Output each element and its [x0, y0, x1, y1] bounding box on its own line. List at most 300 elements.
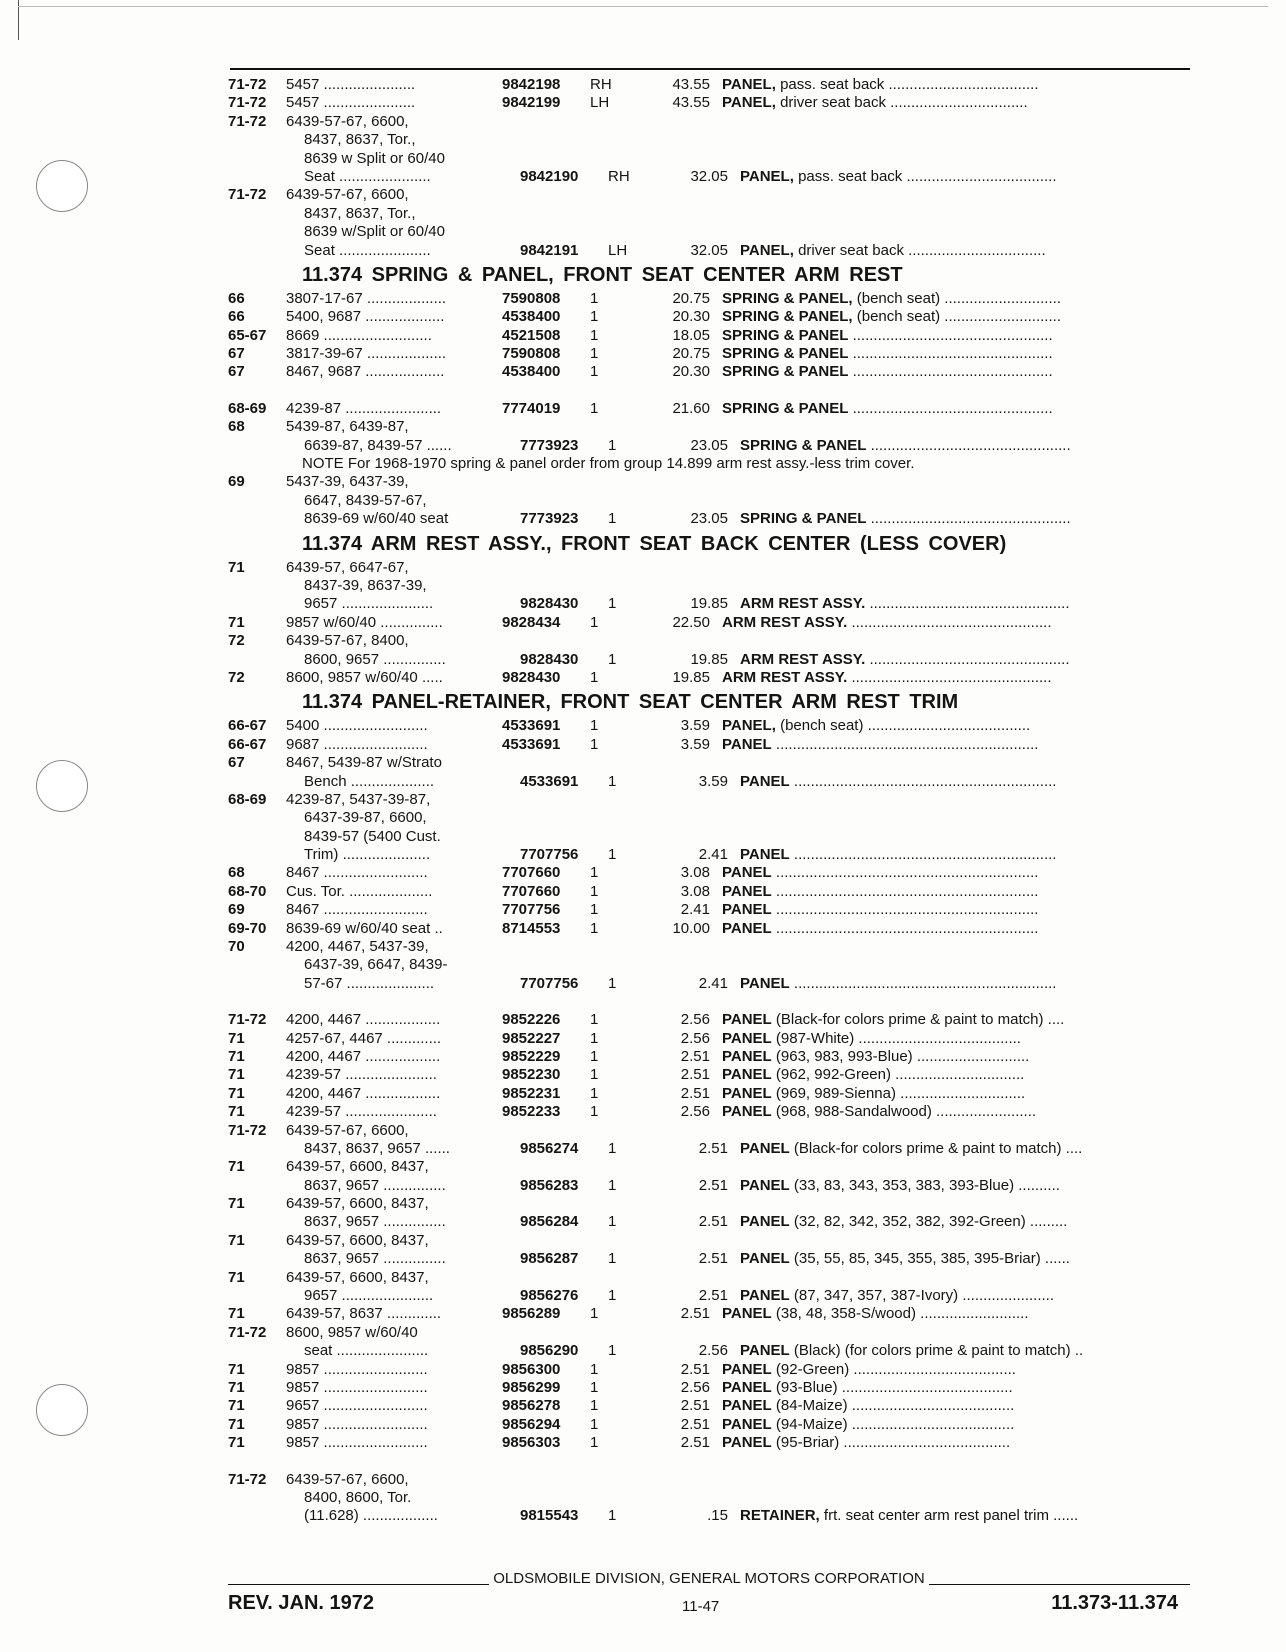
description-cell: [722, 864, 1194, 882]
part-number-cell: [520, 956, 608, 974]
price-cell: [646, 938, 722, 956]
description-detail: (969, 989-Sienna) ..............................: [771, 1084, 1026, 1102]
year-cell: [228, 131, 286, 149]
binder-hole-icon: [36, 1384, 88, 1436]
quantity-cell: 1: [608, 1176, 617, 1194]
description-detail: (84-Maize) .......................................: [771, 1397, 1015, 1415]
part-number-cell: 7590808: [502, 289, 561, 307]
part-number-cell: 9815543: [520, 1507, 579, 1525]
note-text: NOTE For 1968-1970 spring & panel order from group 14.899 arm rest assy.-less trim cover.: [302, 455, 915, 473]
parts-row: [228, 614, 1194, 632]
part-number-cell: 9852233: [502, 1103, 561, 1121]
price-cell: [664, 956, 740, 974]
quantity-cell: 1: [590, 668, 599, 686]
model-cell: 6439-57, 8637 .............: [286, 1305, 442, 1323]
model-cell: 8637, 9657 ...............: [304, 1250, 446, 1268]
year-cell: 71: [228, 1434, 245, 1452]
parts-row: [228, 473, 1194, 491]
parts-row: [228, 1342, 1194, 1360]
quantity-cell: [590, 938, 646, 956]
model-cell: 9857 .........................: [286, 1415, 428, 1433]
description-detail: driver seat back .................................: [775, 94, 1028, 112]
description-cell: [740, 809, 1194, 827]
part-number-cell: 9856303: [502, 1434, 561, 1452]
year-cell: 68-69: [228, 399, 267, 417]
part-number-cell: 4538400: [502, 308, 561, 326]
year-cell: [228, 205, 286, 223]
parts-row: [228, 345, 1194, 363]
description-detail: pass. seat back ....................................: [775, 76, 1039, 93]
part-number-cell: [502, 938, 590, 956]
quantity-cell: [608, 577, 664, 595]
description-detail: (bench seat) ............................: [852, 308, 1061, 326]
part-number-cell: 9828430: [520, 595, 579, 613]
description-title: PANEL,: [740, 241, 794, 259]
parts-row: [228, 883, 1194, 901]
description-detail: (92-Green) .......................................: [771, 1360, 1016, 1378]
year-cell: 71: [228, 1360, 245, 1378]
parts-row: [228, 1122, 1194, 1140]
description-title: PANEL: [722, 864, 772, 882]
part-number-cell: 9856278: [502, 1397, 561, 1415]
description-cell: [722, 1103, 1194, 1121]
parts-row: [228, 920, 1194, 938]
quantity-cell: 1: [590, 1029, 599, 1047]
year-cell: 71-72: [228, 112, 267, 130]
year-cell: 66-67: [228, 735, 267, 753]
year-cell: 68-70: [228, 882, 267, 900]
parts-row: [228, 327, 1194, 345]
price-cell: [664, 1489, 740, 1507]
description-cell: [740, 577, 1194, 595]
description-cell: [722, 418, 1194, 436]
description-detail: ................................................: [866, 436, 1071, 454]
model-cell: 6439-57, 6647-67,: [286, 558, 409, 576]
price-cell: [646, 113, 722, 131]
description-title: RETAINER,: [740, 1507, 820, 1525]
quantity-cell: 1: [608, 1342, 617, 1360]
description-cell: [722, 308, 1194, 326]
description-cell: [722, 113, 1194, 131]
quantity-cell: [590, 791, 646, 809]
description-cell: [740, 437, 1194, 455]
description-title: PANEL: [740, 1342, 790, 1360]
parts-row: [228, 717, 1194, 735]
part-number-cell: 7707756: [502, 901, 561, 919]
quantity-cell: 1: [608, 595, 617, 613]
model-cell: 57-67 .....................: [304, 974, 435, 992]
parts-row: [228, 1397, 1194, 1415]
quantity-cell: 1: [590, 1379, 599, 1396]
year-cell: 68: [228, 864, 245, 882]
part-number-cell: [502, 113, 590, 131]
quantity-cell: [590, 1158, 646, 1176]
description-cell: [722, 614, 1194, 632]
binder-hole-icon: [36, 760, 88, 812]
description-title: PANEL: [722, 1084, 772, 1102]
quantity-cell: 1: [590, 399, 599, 417]
price-cell: [664, 809, 740, 827]
part-number-cell: 9856284: [520, 1213, 579, 1231]
part-number-cell: [520, 577, 608, 595]
price-cell: 20.30: [672, 308, 710, 326]
quantity-cell: 1: [590, 1066, 599, 1084]
model-cell: seat ......................: [304, 1342, 429, 1360]
model-cell: 9657 .........................: [286, 1397, 428, 1415]
quantity-cell: RH: [590, 76, 612, 93]
price-cell: [646, 1158, 722, 1176]
price-cell: 23.05: [690, 436, 728, 454]
description-title: PANEL: [722, 1360, 772, 1378]
description-cell: [722, 363, 1194, 381]
quantity-cell: 1: [590, 735, 599, 753]
price-cell: [664, 223, 740, 241]
model-cell: 9657 ......................: [304, 1287, 434, 1305]
description-detail: (35, 55, 85, 345, 355, 385, 395-Briar) ......: [789, 1250, 1070, 1268]
quantity-cell: [590, 559, 646, 577]
revision-date: REV. JAN. 1972: [228, 1592, 375, 1614]
year-cell: 71: [228, 1379, 245, 1396]
price-cell: 2.51: [680, 1434, 710, 1452]
quantity-cell: 1: [608, 1213, 617, 1231]
year-cell: [228, 168, 286, 186]
description-title: PANEL: [722, 882, 772, 900]
year-cell: 71: [228, 1195, 245, 1213]
price-cell: 2.51: [698, 1287, 728, 1305]
quantity-cell: 1: [608, 436, 617, 454]
description-detail: ................................................: [866, 510, 1071, 528]
quantity-cell: [590, 632, 646, 650]
price-cell: [646, 1269, 722, 1287]
parts-row: [228, 400, 1194, 418]
description-cell: [722, 1471, 1194, 1489]
part-number-cell: [520, 205, 608, 223]
price-cell: 32.05: [690, 167, 728, 185]
model-cell: 5400 .........................: [286, 717, 428, 735]
description-detail: ................................................: [848, 399, 1053, 417]
description-cell: [740, 956, 1194, 974]
price-cell: 2.51: [680, 1084, 710, 1102]
description-detail: ...............................................................: [771, 919, 1039, 937]
description-cell: [722, 1232, 1194, 1250]
model-cell: 9857 .........................: [286, 1379, 428, 1396]
year-cell: 72: [228, 632, 245, 650]
year-cell: [228, 1507, 286, 1525]
price-cell: 2.56: [698, 1342, 728, 1360]
description-detail: ...............................................................: [771, 882, 1039, 900]
price-cell: [664, 828, 740, 846]
year-cell: 71-72: [228, 1121, 267, 1139]
description-cell: [740, 846, 1194, 864]
description-title: SPRING & PANEL,: [722, 289, 853, 307]
part-number-cell: 9842191: [520, 241, 579, 259]
description-cell: [722, 669, 1194, 687]
description-title: ARM REST ASSY.: [722, 613, 848, 631]
price-cell: 19.85: [672, 668, 710, 686]
description-title: PANEL,: [722, 94, 776, 112]
parts-row: [228, 186, 1194, 204]
description-cell: [740, 651, 1194, 669]
model-cell: 9857 .........................: [286, 1434, 428, 1452]
model-cell: 6439-57-67, 6600,: [286, 1470, 409, 1488]
year-cell: 71: [228, 613, 245, 631]
part-number-cell: 9856299: [502, 1379, 561, 1396]
description-title: ARM REST ASSY.: [722, 668, 848, 686]
parts-catalog-page: [228, 76, 1194, 1526]
section-heading: 11.374 SPRING & PANEL, FRONT SEAT CENTER ARM REST: [302, 263, 903, 286]
model-cell: 6639-87, 8439-57 ......: [304, 436, 452, 454]
description-title: PANEL: [722, 1103, 772, 1121]
description-title: PANEL: [722, 1305, 772, 1323]
description-detail: ................................................: [848, 345, 1053, 363]
parts-row: [228, 1507, 1194, 1525]
parts-row: [228, 1048, 1194, 1066]
description-cell: [740, 1287, 1194, 1305]
year-cell: 71: [228, 1397, 245, 1415]
quantity-cell: 1: [590, 1103, 599, 1121]
description-title: PANEL: [740, 1213, 790, 1231]
price-cell: [646, 186, 722, 204]
parts-row: [228, 791, 1194, 809]
description-cell: [722, 345, 1194, 363]
year-cell: [228, 1287, 286, 1305]
quantity-cell: [590, 1269, 646, 1287]
model-cell: 8637, 9657 ...............: [304, 1176, 446, 1194]
quantity-cell: 1: [590, 326, 599, 344]
model-cell: 4200, 4467 ..................: [286, 1047, 441, 1065]
quantity-cell: 1: [590, 919, 599, 937]
quantity-cell: 1: [608, 1250, 617, 1268]
model-cell: 8439-57 (5400 Cust.: [304, 827, 441, 845]
price-cell: [664, 577, 740, 595]
description-cell: [722, 632, 1194, 650]
price-cell: 3.08: [680, 864, 710, 882]
part-number-cell: [520, 1489, 608, 1507]
quantity-cell: 1: [608, 650, 617, 668]
parts-row: [228, 418, 1194, 436]
model-cell: 3807-17-67 ...................: [286, 289, 447, 307]
parts-row: [228, 1085, 1194, 1103]
parts-row: [228, 1103, 1194, 1121]
model-cell: 6439-57-67, 6600,: [286, 186, 409, 204]
price-cell: [646, 1232, 722, 1250]
year-cell: 68-69: [228, 790, 267, 808]
part-number-cell: 7707660: [502, 882, 561, 900]
price-cell: [646, 1122, 722, 1140]
part-number-cell: 9852229: [502, 1047, 561, 1065]
quantity-cell: [590, 473, 646, 491]
price-cell: 10.00: [672, 919, 710, 937]
year-cell: 71: [228, 1305, 245, 1323]
spacer: [228, 382, 1194, 400]
description-cell: [722, 883, 1194, 901]
quantity-cell: 1: [608, 772, 617, 790]
model-cell: 4239-57 ......................: [286, 1066, 437, 1084]
quantity-cell: 1: [590, 1415, 599, 1433]
year-cell: 68: [228, 418, 245, 436]
description-title: PANEL,: [722, 76, 776, 93]
description-detail: (Black) (for colors prime & paint to match) ..: [789, 1342, 1084, 1360]
part-number-cell: [502, 1232, 590, 1250]
description-cell: [740, 1177, 1194, 1195]
part-number-cell: 9856289: [502, 1305, 561, 1323]
parts-row: [228, 938, 1194, 956]
parts-row: [228, 76, 1194, 94]
description-title: PANEL: [740, 846, 790, 864]
part-number-cell: 4538400: [502, 363, 561, 381]
description-title: SPRING & PANEL,: [722, 308, 853, 326]
part-number-cell: 7773923: [520, 510, 579, 528]
description-detail: ................................................: [865, 595, 1070, 613]
model-cell: 8437, 8637, Tor.,: [304, 131, 416, 149]
quantity-cell: 1: [608, 1287, 617, 1305]
description-title: PANEL: [722, 1011, 772, 1029]
model-cell: 5437-39, 6437-39,: [286, 473, 409, 491]
price-cell: 2.51: [698, 1213, 728, 1231]
part-number-cell: [502, 791, 590, 809]
description-cell: [722, 327, 1194, 345]
description-cell: [722, 1361, 1194, 1379]
year-cell: 69: [228, 901, 245, 919]
description-cell: [722, 94, 1194, 112]
model-cell: 6439-57, 6600, 8437,: [286, 1268, 429, 1286]
parts-row: [228, 632, 1194, 650]
price-cell: 2.51: [680, 1066, 710, 1084]
quantity-cell: 1: [590, 363, 599, 381]
quantity-cell: 1: [590, 289, 599, 307]
description-cell: [722, 1397, 1194, 1415]
year-cell: [228, 492, 286, 510]
parts-row: [228, 559, 1194, 577]
price-cell: 32.05: [690, 241, 728, 259]
parts-row: [228, 510, 1194, 528]
parts-row: [228, 437, 1194, 455]
part-number-cell: 7707660: [502, 864, 561, 882]
model-cell: Cus. Tor. ....................: [286, 882, 433, 900]
quantity-cell: 1: [608, 974, 617, 992]
model-cell: 9687 .........................: [286, 735, 428, 753]
description-detail: (87, 347, 357, 387-Ivory) ......................: [789, 1287, 1055, 1305]
price-cell: 2.41: [680, 901, 710, 919]
parts-row: [228, 846, 1194, 864]
section-heading: 11.374 ARM REST ASSY., FRONT SEAT BACK CENTER (LESS COVER): [302, 532, 1007, 555]
description-title: PANEL: [740, 1287, 790, 1305]
model-cell: 6439-57-67, 6600,: [286, 1121, 409, 1139]
description-detail: ...............................................................: [771, 735, 1039, 753]
model-cell: 8637, 9657 ...............: [304, 1213, 446, 1231]
model-cell: 8669 ..........................: [286, 326, 432, 344]
price-cell: 2.41: [698, 846, 728, 864]
price-cell: 23.05: [690, 510, 728, 528]
description-cell: [722, 754, 1194, 772]
model-cell: 4239-87, 5437-39-87,: [286, 790, 431, 808]
description-detail: (32, 82, 342, 352, 382, 392-Green) .........: [789, 1213, 1068, 1231]
description-title: PANEL: [722, 735, 772, 753]
description-title: PANEL: [740, 974, 790, 992]
binder-hole-icon: [36, 160, 88, 212]
price-cell: 2.56: [680, 1029, 710, 1047]
year-cell: 71: [228, 1415, 245, 1433]
parts-row: [228, 1213, 1194, 1231]
year-cell: 71: [228, 558, 245, 576]
model-cell: Bench ....................: [304, 772, 435, 790]
description-title: ARM REST ASSY.: [740, 650, 866, 668]
part-number-cell: 9842190: [520, 167, 579, 185]
year-cell: [228, 773, 286, 791]
parts-row: [228, 290, 1194, 308]
description-detail: ................................................: [847, 668, 1052, 686]
quantity-cell: [608, 956, 664, 974]
quantity-cell: [608, 828, 664, 846]
parts-row: [228, 956, 1194, 974]
description-cell: [722, 1048, 1194, 1066]
parts-row: [228, 205, 1194, 223]
part-number-cell: [502, 473, 590, 491]
model-cell: 9857 w/60/40 ...............: [286, 613, 443, 631]
section-heading: 11.374 PANEL-RETAINER, FRONT SEAT CENTER ARM REST TRIM: [302, 691, 959, 714]
model-cell: 6439-57, 6600, 8437,: [286, 1195, 429, 1213]
description-cell: [722, 400, 1194, 418]
parts-row: [228, 492, 1194, 510]
price-cell: 22.50: [672, 613, 710, 631]
quantity-cell: LH: [590, 94, 610, 112]
year-cell: [228, 150, 286, 168]
description-cell: [722, 1305, 1194, 1323]
year-cell: 71-72: [228, 76, 267, 93]
part-number-cell: 7707756: [520, 846, 579, 864]
price-cell: 43.55: [672, 76, 710, 93]
part-number-cell: [502, 1158, 590, 1176]
parts-row: [228, 1324, 1194, 1342]
part-number-cell: 9828434: [502, 613, 561, 631]
description-cell: [722, 559, 1194, 577]
part-number-cell: [502, 1471, 590, 1489]
year-cell: 71: [228, 1029, 245, 1047]
part-number-cell: [520, 150, 608, 168]
description-cell: [722, 1434, 1194, 1452]
part-number-cell: 9842198: [502, 76, 561, 93]
price-cell: 2.51: [680, 1047, 710, 1065]
year-cell: 65-67: [228, 326, 267, 344]
price-cell: 21.60: [672, 399, 710, 417]
part-number-cell: 7774019: [502, 399, 561, 417]
parts-row: [228, 308, 1194, 326]
description-cell: [740, 1213, 1194, 1231]
part-number-cell: 4533691: [502, 735, 561, 753]
description-cell: [722, 901, 1194, 919]
description-detail: (bench seat) ............................: [852, 289, 1061, 307]
parts-row: [228, 168, 1194, 186]
price-cell: 3.59: [680, 717, 710, 735]
model-cell: 8600, 9857 w/60/40: [286, 1323, 418, 1341]
part-number-cell: 9828430: [502, 668, 561, 686]
description-cell: [722, 1379, 1194, 1397]
model-cell: Seat ......................: [304, 241, 431, 259]
year-cell: [228, 510, 286, 528]
description-cell: [722, 1269, 1194, 1287]
description-cell: [722, 290, 1194, 308]
part-number-cell: [520, 131, 608, 149]
description-cell: [740, 1507, 1194, 1525]
parts-row: [228, 975, 1194, 993]
parts-row: [228, 1269, 1194, 1287]
quantity-cell: [608, 131, 664, 149]
description-title: SPRING & PANEL: [722, 363, 849, 381]
model-cell: 9657 ......................: [304, 595, 434, 613]
year-cell: 67: [228, 345, 245, 363]
quantity-cell: 1: [590, 1397, 599, 1415]
year-cell: 67: [228, 363, 245, 381]
